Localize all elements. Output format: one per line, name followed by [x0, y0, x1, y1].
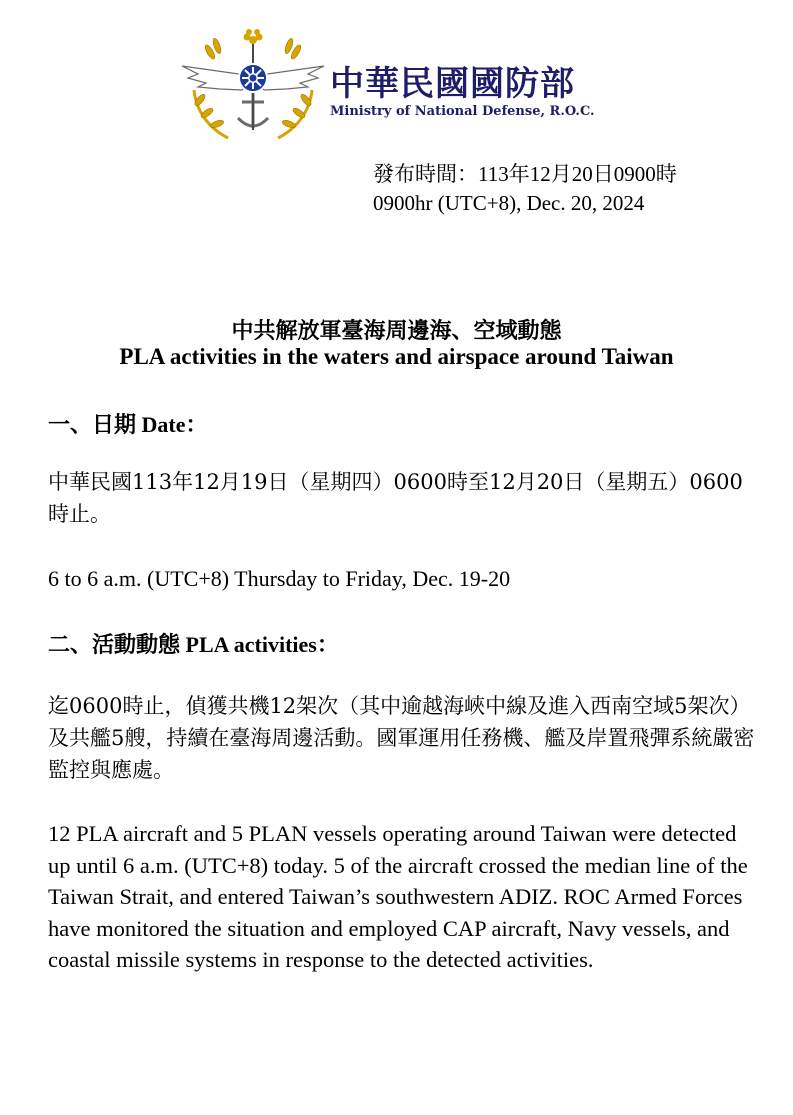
title-cn: 中共解放軍臺海周邊海、空域動態 [231, 318, 562, 344]
section-heading-activities: 二、活動動態 PLA activities： [48, 632, 339, 657]
org-name-cn: 中華民國國防部 [330, 64, 575, 104]
activities-text-cn: 迄0600時止，偵獲共機12架次（其中逾越海峽中線及進入西南空域5架次）及共艦5艘，持續在臺海周邊活動。國軍運用任務機、艦及岸置飛彈系統嚴密監控與應處。 [48, 694, 755, 782]
mnd-emblem-icon [180, 28, 326, 140]
date-text-cn: 中華民國113年12月19日（星期四）0600時至12月20日（星期五）0600時止。 [48, 470, 743, 526]
release-time-en: 0900hr (UTC+8), Dec. 20, 2024 [373, 191, 645, 215]
release-time-cn: 發布時間：113年12月20日0900時 [373, 162, 677, 186]
activities-text-en: 12 PLA aircraft and 5 PLAN vessels operating around Taiwan were detected up until 6 a.m. (UTC+8) today. 5 of the aircraft crossed the median line of the Taiwan Strait, and entered Taiwan’s southwestern ADIZ. ROC Armed Forces have monitored the situation and employed CAP aircraft, Navy vessels, and coastal missile systems in response to the detected activities. [48, 821, 748, 972]
title-en: PLA activities in the waters and airspace around Taiwan [119, 344, 674, 369]
date-text-en: 6 to 6 a.m. (UTC+8) Thursday to Friday, Dec. 19-20 [48, 566, 511, 591]
section-heading-date: 一、日期 Date： [48, 412, 208, 437]
org-name-en: Ministry of National Defense, R.O.C. [330, 104, 595, 119]
